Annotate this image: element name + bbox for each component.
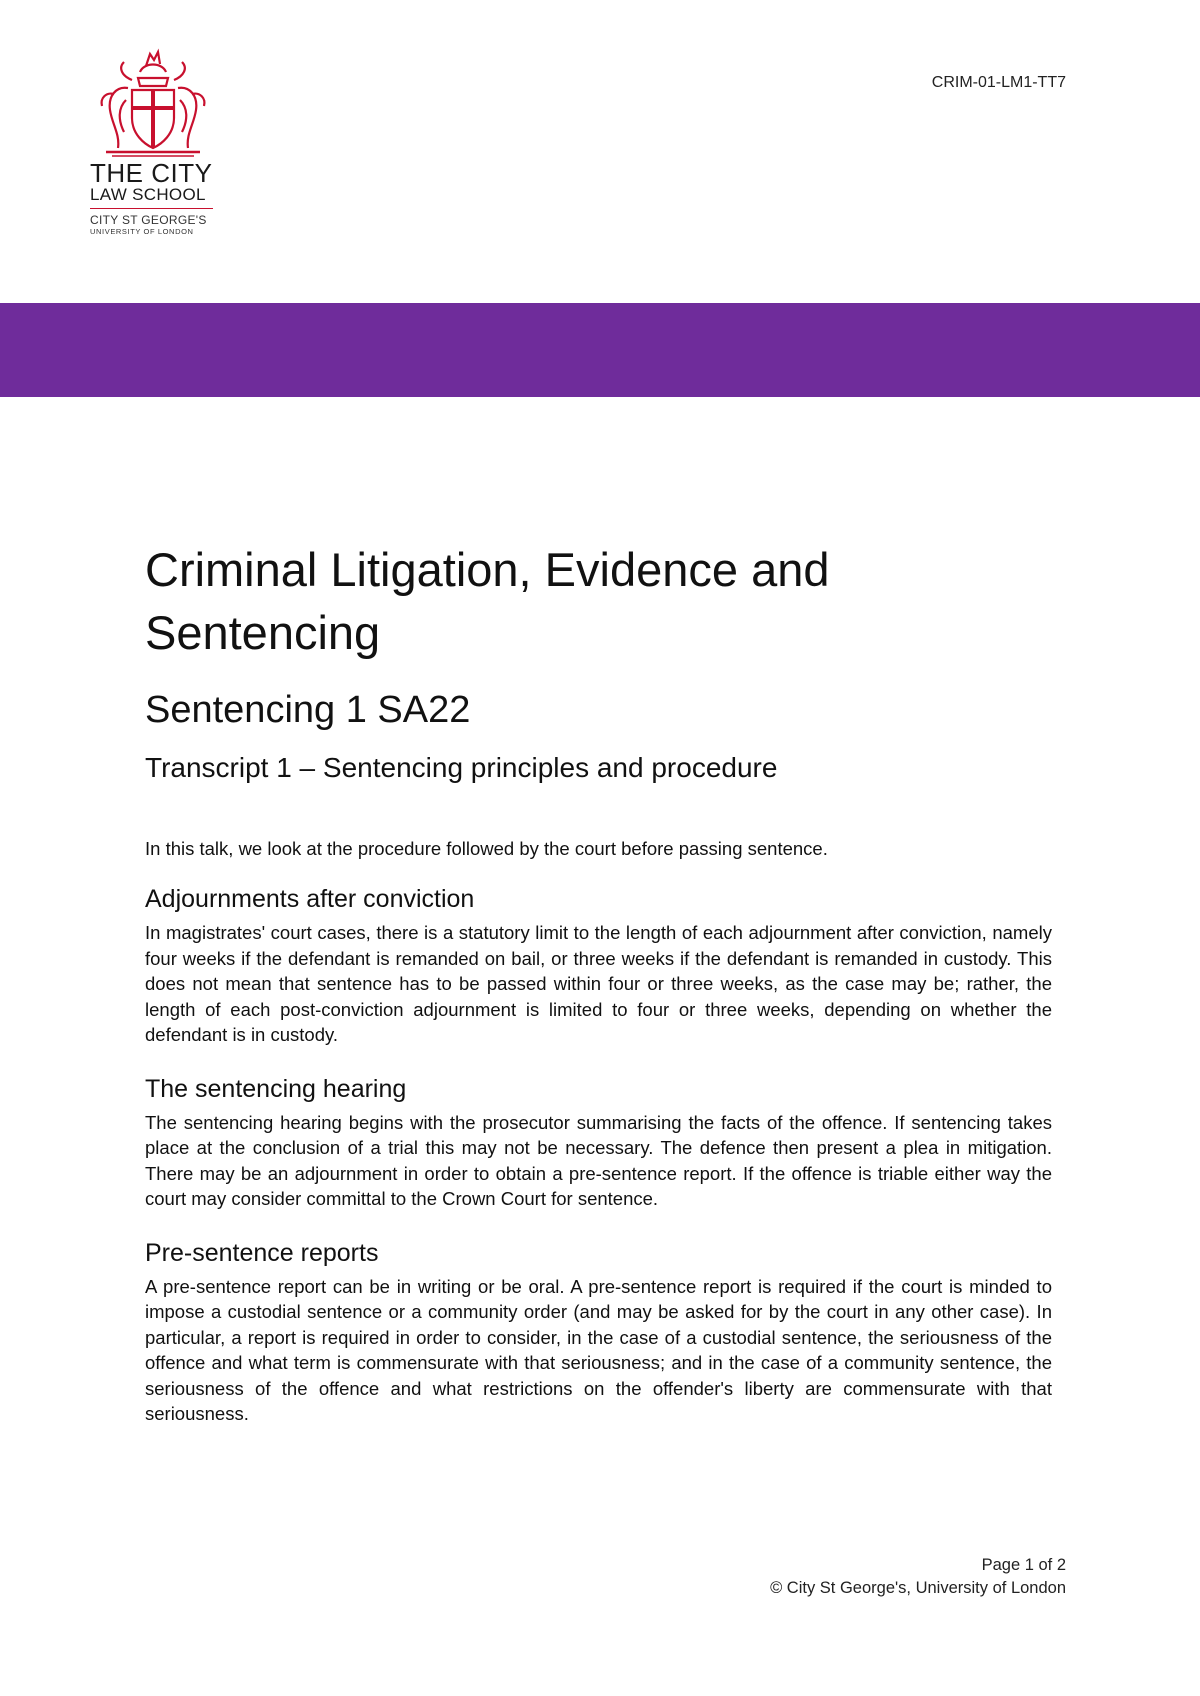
section-body-adjournments: In magistrates' court cases, there is a statutory limit to the length of each adjournment after conviction, namely four weeks if the defendant is remanded on bail, or three weeks if the defendant is remanded in custody. This does not mean that sentence has to be passed within four or three weeks, as the case may be; rather, the length of each post-conviction adjournment is limited to four or three weeks, depending on whether the defendant is in custody. <box>145 922 1052 1045</box>
section-heading-pre-sentence-reports: Pre-sentence reports <box>145 1238 379 1267</box>
section-body-sentencing-hearing: The sentencing hearing begins with the prosecutor summarising the facts of the offence. If sentencing takes place at the conclusion of a trial this may not be necessary. The defence then present a plea in mitigation. There may be an adjournment in order to obtain a pre-sentence report. If the offence is triable either way the court may consider committal to the Crown Court for sentence. <box>145 1111 1052 1209</box>
header-banner <box>0 303 1200 397</box>
coat-of-arms-crest <box>88 48 218 160</box>
logo-wordmark-line2: LAW SCHOOL <box>90 186 213 209</box>
transcript-title: Transcript 1 – Sentencing principles and procedure <box>145 752 778 783</box>
logo-wordmark-line3: CITY ST GEORGE'S <box>90 213 207 227</box>
document-subtitle: Sentencing 1 SA22 <box>145 689 471 731</box>
logo-wordmark-line1: THE CITY <box>90 158 213 188</box>
intro-paragraph: In this talk, we look at the procedure followed by the court before passing sentence. <box>145 838 828 859</box>
section-heading-adjournments: Adjournments after conviction <box>145 885 475 913</box>
copyright-notice: © City St George's, University of London <box>770 1579 1066 1597</box>
document-title: Criminal Litigation, Evidence and Sentencing <box>145 543 830 659</box>
document-body <box>145 538 1052 1427</box>
document-code: CRIM-01-LM1-TT7 <box>931 74 1066 91</box>
logo-wordmark-line4: UNIVERSITY OF LONDON <box>90 227 194 236</box>
law-school-logo <box>88 48 218 238</box>
page-footer <box>770 1554 1066 1600</box>
section-heading-sentencing-hearing: The sentencing hearing <box>145 1074 407 1103</box>
section-body-pre-sentence-reports: A pre-sentence report can be in writing or be oral. A pre-sentence report is required if the court is minded to impose a custodial sentence or a community order (and may be asked for by the court in any other case). In particular, a report is required in order to consider, in the case of a custodial sentence, the seriousness of the offence and what term is commensurate with that seriousness; and in the case of a community sentence, the seriousness of the offence and what restrictions on the offender's liberty are commensurate with that seriousness. <box>145 1275 1052 1424</box>
page-number: Page 1 of 2 <box>981 1556 1066 1574</box>
